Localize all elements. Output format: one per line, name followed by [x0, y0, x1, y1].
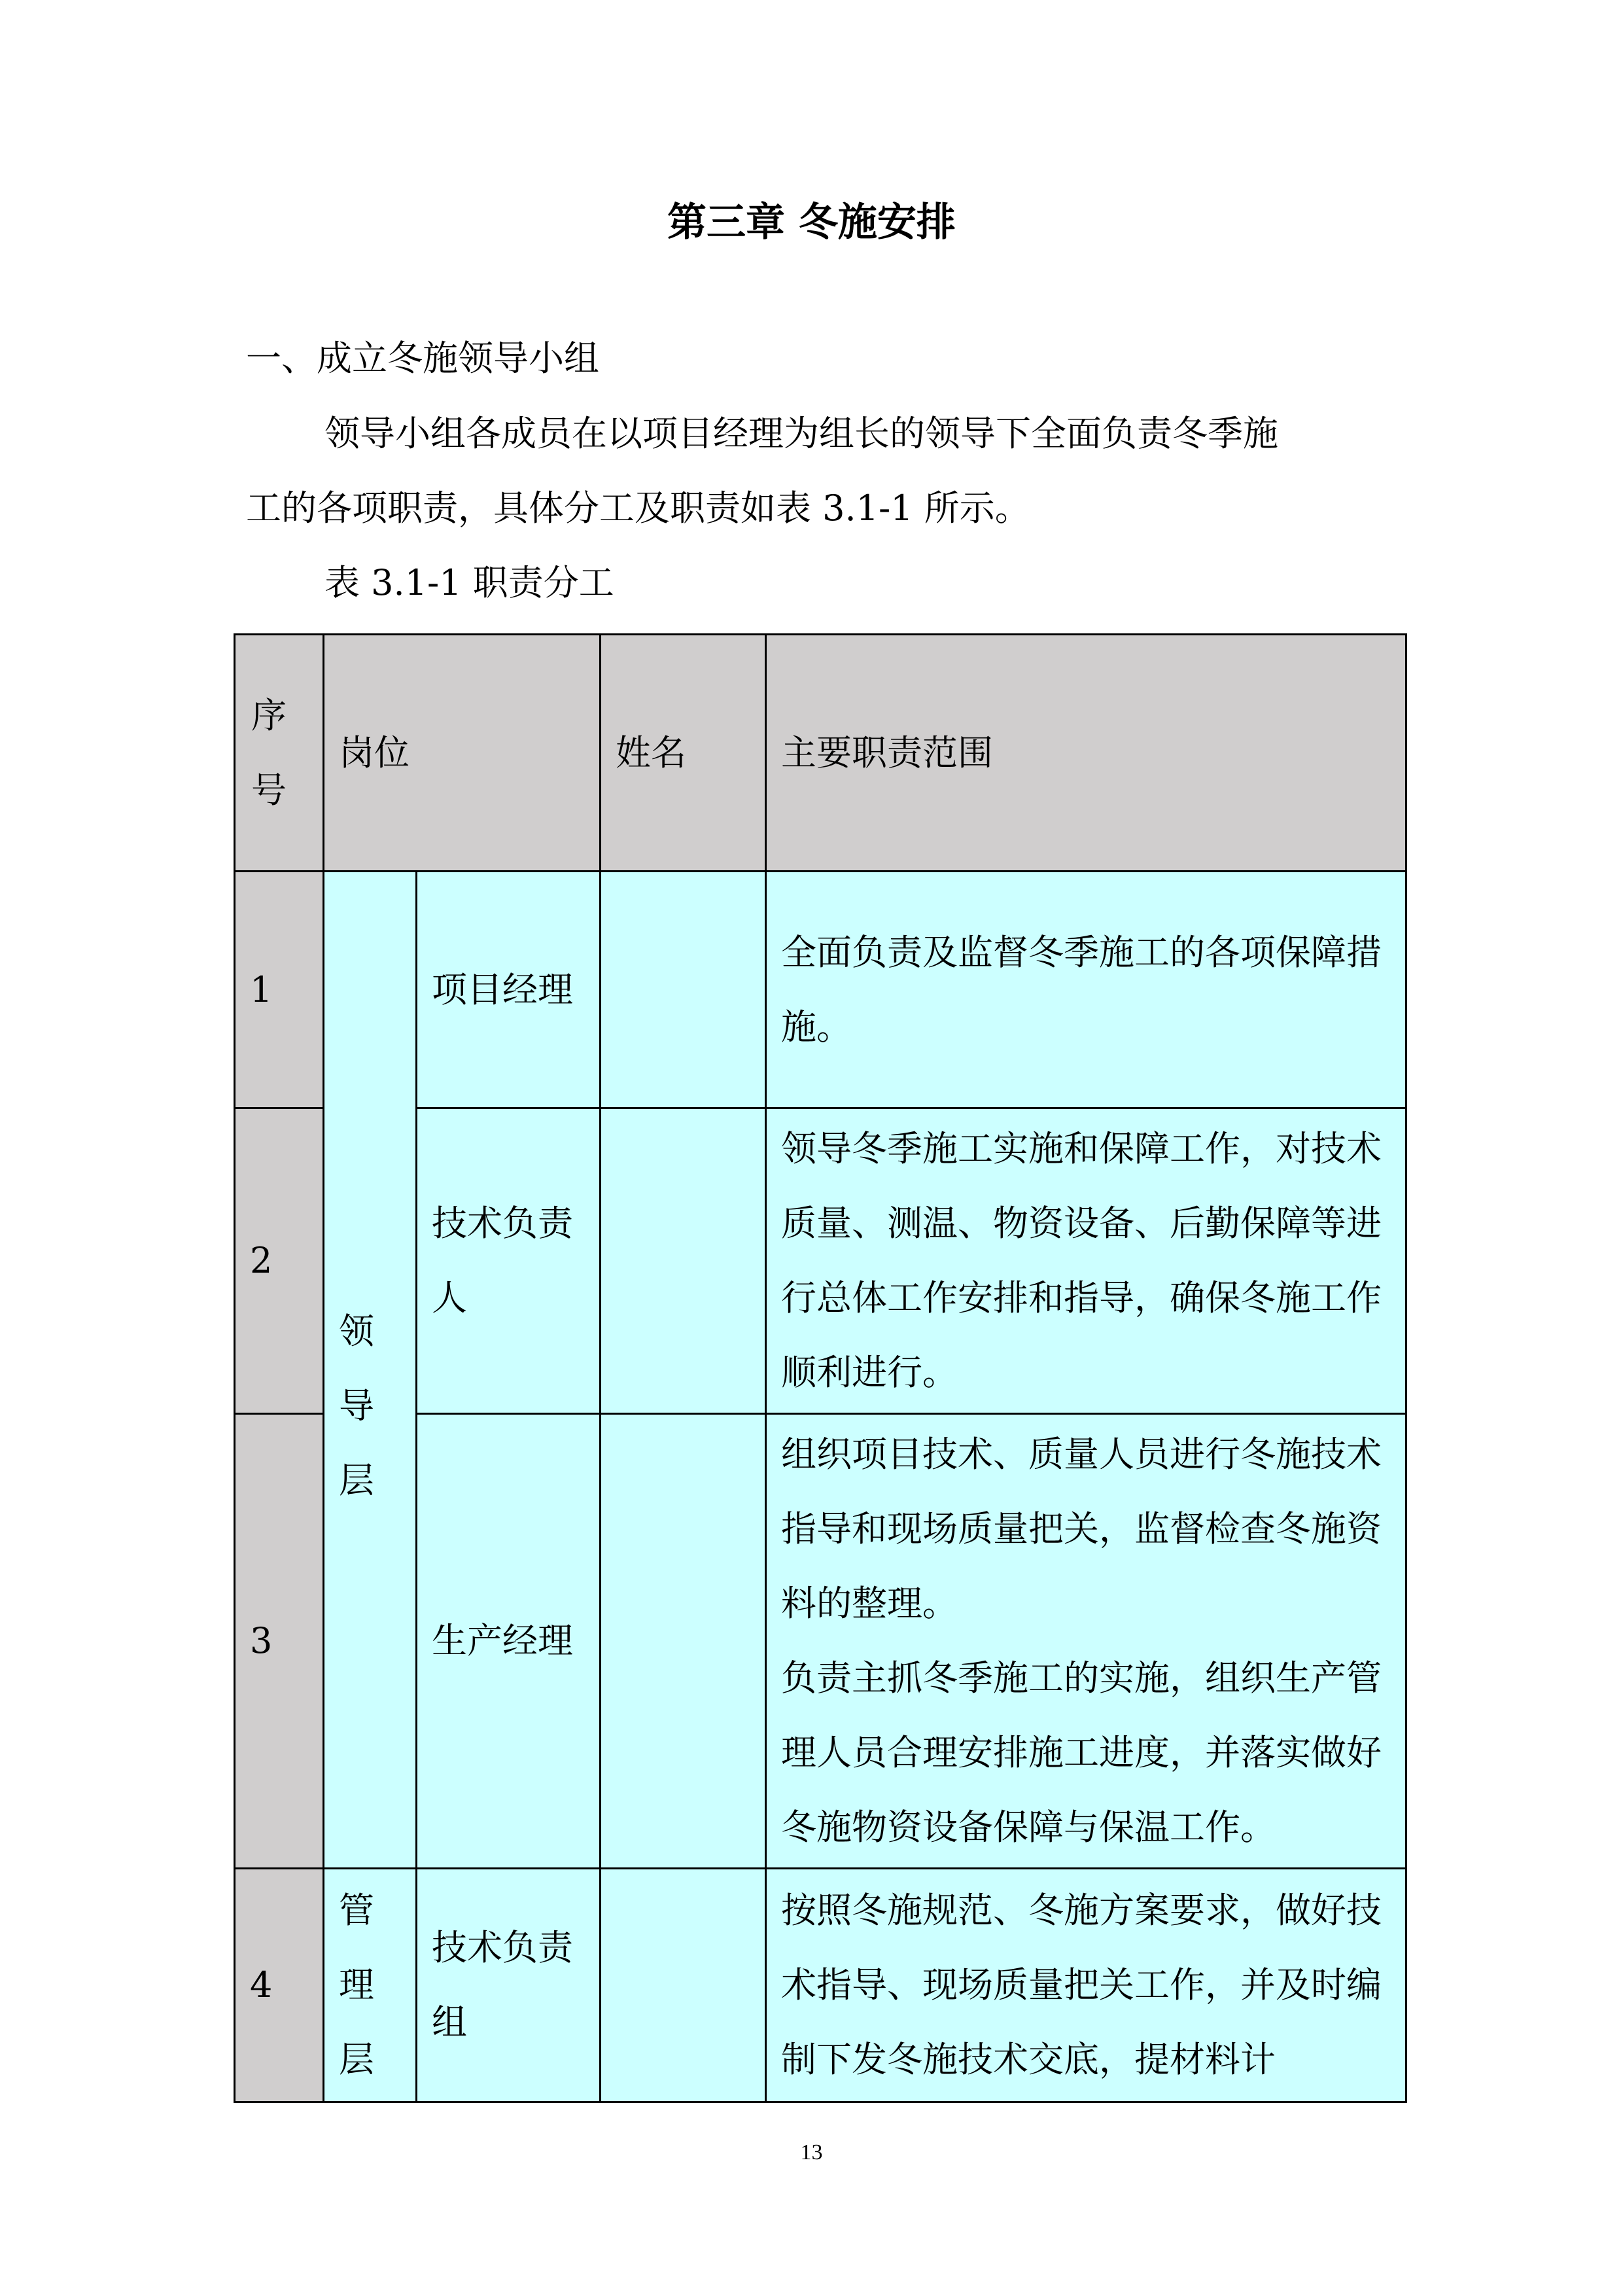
row-3-post: 生产经理	[417, 1414, 601, 1869]
row-4-post: 技术负责组	[417, 1869, 601, 2102]
section-heading: 一、成立冬施领导小组	[246, 338, 599, 379]
header-post-label: 岗位	[339, 732, 410, 773]
table-header-row	[235, 635, 1406, 872]
header-duty-label: 主要职责范围	[781, 732, 993, 773]
row-2-duty: 领导冬季施工实施和保障工作，对技术质量、测温、物资设备、后勤保障等进行总体工作安排和指导，确保冬施工作顺利进行。	[766, 1108, 1406, 1414]
group-management	[324, 1869, 417, 2102]
row-3-duty-part-2: 负责主抓冬季施工的实施，组织生产管理人员合理安排施工进度，并落实做好冬施物资设备保障与保温工作。	[781, 1657, 1382, 1848]
duty-assignment-table	[234, 633, 1407, 2103]
table-row	[235, 872, 1406, 1108]
chapter-title: 第三章 冬施安排	[667, 200, 956, 245]
row-3-name	[601, 1414, 766, 1869]
row-3-seq: 3	[235, 1414, 324, 1869]
row-1-post: 项目经理	[417, 872, 601, 1108]
row-1-duty: 全面负责及监督冬季施工的各项保障措施。	[766, 872, 1406, 1108]
row-2-post: 技术负责人	[417, 1108, 601, 1414]
group-leadership-label: 领导层	[339, 1310, 374, 1501]
row-1-name	[601, 872, 766, 1108]
table-row	[235, 1869, 1406, 2102]
row-3-duty-part-1: 组织项目技术、质量人员进行冬施技术指导和现场质量把关，监督检查冬施资料的整理。	[781, 1434, 1382, 1624]
body-text-line-2: 工的各项职责，具体分工及职责如表 3.1-1 所示。	[246, 487, 1030, 529]
group-leadership	[324, 872, 417, 1869]
row-4-duty: 按照冬施规范、冬施方案要求，做好技术指导、现场质量把关工作，并及时编制下发冬施技术交底，提材料计	[766, 1869, 1406, 2102]
row-2-seq: 2	[235, 1108, 324, 1414]
row-1-seq: 1	[235, 872, 324, 1108]
group-management-label: 管理层	[339, 1890, 374, 2080]
page-number: 13	[800, 2140, 823, 2164]
header-post	[324, 635, 601, 872]
header-seq	[235, 635, 324, 872]
header-duty	[766, 635, 1406, 872]
header-name-label: 姓名	[616, 732, 686, 773]
header-seq-label: 序号	[251, 694, 287, 811]
row-4-name	[601, 1869, 766, 2102]
row-2-name	[601, 1108, 766, 1414]
row-3-duty	[766, 1414, 1406, 1869]
table-caption: 表 3.1-1 职责分工	[324, 562, 614, 603]
row-4-seq: 4	[235, 1869, 324, 2102]
header-name	[601, 635, 766, 872]
body-text-line-1: 领导小组各成员在以项目经理为组长的领导下全面负责冬季施	[324, 413, 1278, 454]
